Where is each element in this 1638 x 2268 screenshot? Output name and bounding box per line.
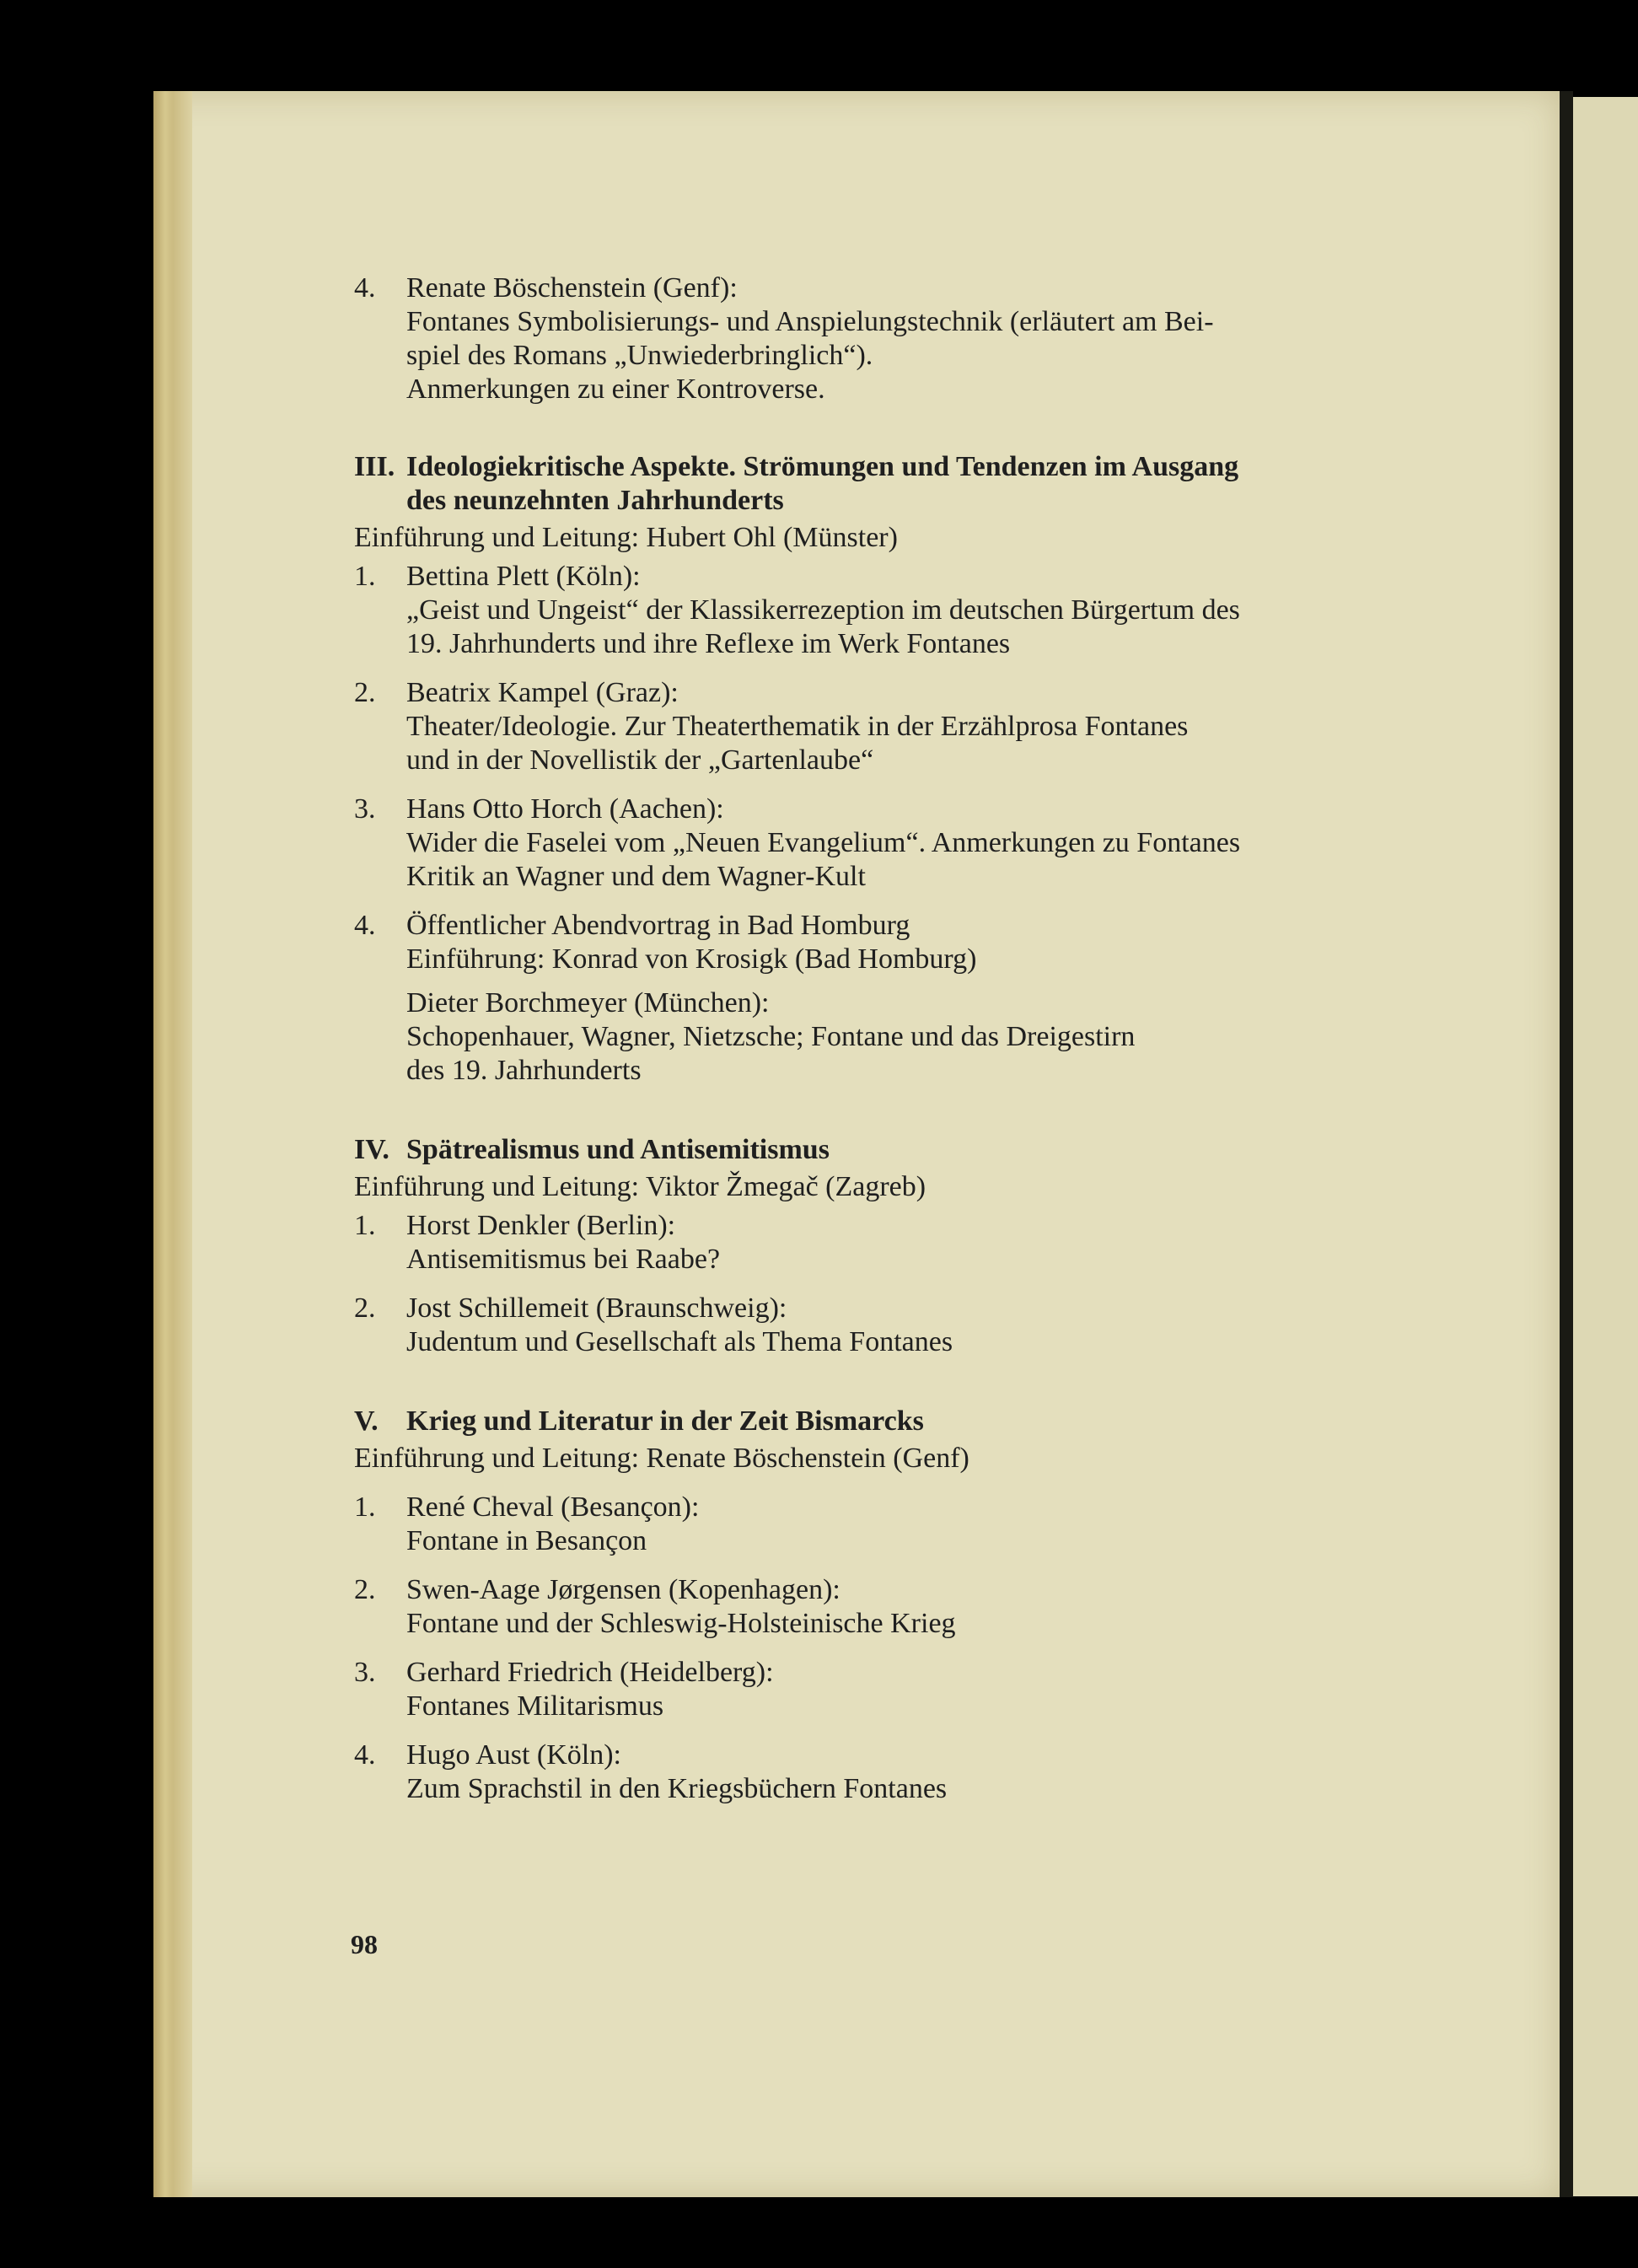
section-title-line: Ideologiekritische Aspekte. Strömungen und Tendenzen im Ausgang	[406, 451, 1239, 482]
item-number: 4.	[354, 1739, 376, 1771]
list-item	[354, 560, 1450, 661]
list-item	[354, 1656, 1450, 1723]
item-author: Hugo Aust (Köln):	[406, 1739, 621, 1771]
page-content	[354, 271, 1450, 1821]
item-title-line: des 19. Jahrhunderts	[406, 1055, 642, 1086]
section-intro: Einführung und Leitung: Viktor Žmegač (Zagreb)	[354, 1171, 926, 1202]
list-item	[354, 1739, 1450, 1806]
page-edge	[153, 91, 192, 2197]
item-title-line: Fontanes Militarismus	[406, 1690, 664, 1722]
item-number: 3.	[354, 1657, 376, 1688]
item-author: René Cheval (Besançon):	[406, 1491, 700, 1523]
item-author: Beatrix Kampel (Graz):	[406, 677, 679, 708]
item-title-line: Fontane und der Schleswig-Holsteinische Krieg	[406, 1608, 956, 1639]
section-roman-numeral: V.	[354, 1405, 379, 1437]
item-title-line: spiel des Romans „Unwiederbringlich“).	[406, 340, 873, 371]
section-heading	[354, 1405, 1450, 1438]
facing-page	[1573, 97, 1638, 2196]
item-number: 2.	[354, 1574, 376, 1605]
sub-lecture	[406, 986, 1450, 1088]
item-author: Hans Otto Horch (Aachen):	[406, 793, 724, 825]
section-title-line: des neunzehnten Jahrhunderts	[406, 485, 784, 516]
item-author: Jost Schillemeit (Braunschweig):	[406, 1293, 787, 1324]
item-title-line: Fontanes Symbolisierungs- und Anspielungstechnik (erläutert am Bei-	[406, 306, 1214, 337]
section-intro: Einführung und Leitung: Renate Böschenstein (Genf)	[354, 1443, 969, 1474]
item-number: 2.	[354, 677, 376, 708]
list-item	[354, 793, 1450, 894]
item-number: 1.	[354, 1210, 376, 1241]
item-author: Bettina Plett (Köln):	[406, 561, 641, 592]
item-author: Dieter Borchmeyer (München):	[406, 987, 770, 1018]
section-title-line: Krieg und Literatur in der Zeit Bismarcks	[406, 1405, 924, 1437]
item-author: Swen-Aage Jørgensen (Kopenhagen):	[406, 1574, 840, 1605]
list-item	[354, 1209, 1450, 1276]
item-number: 4.	[354, 272, 376, 304]
section-heading	[354, 450, 1450, 518]
item-number: 1.	[354, 561, 376, 592]
item-title-line: Kritik an Wagner und dem Wagner-Kult	[406, 861, 866, 892]
list-item	[354, 271, 1450, 406]
section-intro: Einführung und Leitung: Hubert Ohl (Münster)	[354, 522, 898, 553]
item-number: 2.	[354, 1293, 376, 1324]
item-author: Horst Denkler (Berlin):	[406, 1210, 676, 1241]
section-title-line: Spätrealismus und Antisemitismus	[406, 1134, 830, 1165]
page-number: 98	[351, 1929, 378, 1959]
list-item	[354, 1292, 1450, 1359]
item-title-line: Öffentlicher Abendvortrag in Bad Homburg	[406, 910, 910, 941]
item-title-line: Zum Sprachstil in den Kriegsbüchern Fontanes	[406, 1773, 948, 1804]
item-title-line: Wider die Faselei vom „Neuen Evangelium“. Anmerkungen zu Fontanes	[406, 827, 1241, 858]
list-item	[354, 1491, 1450, 1558]
section-roman-numeral: III.	[354, 451, 395, 482]
item-number: 4.	[354, 910, 376, 941]
item-title-line: Schopenhauer, Wagner, Nietzsche; Fontane und das Dreigestirn	[406, 1021, 1136, 1052]
item-title-line: Antisemitismus bei Raabe?	[406, 1244, 721, 1275]
item-author: Renate Böschenstein (Genf):	[406, 272, 738, 304]
section-roman-numeral: IV.	[354, 1134, 389, 1165]
item-number: 1.	[354, 1491, 376, 1523]
list-item	[354, 676, 1450, 777]
list-item	[354, 909, 1450, 1088]
section-heading	[354, 1133, 1450, 1167]
item-title-line: 19. Jahrhunderts und ihre Reflexe im Werk Fontanes	[406, 628, 1011, 659]
item-title-line: Anmerkungen zu einer Kontroverse.	[406, 374, 825, 405]
item-title-line: Einführung: Konrad von Krosigk (Bad Homburg)	[406, 943, 977, 975]
book-gutter	[1560, 91, 1573, 2197]
item-title-line: Theater/Ideologie. Zur Theaterthematik in der Erzählprosa Fontanes	[406, 711, 1189, 742]
item-number: 3.	[354, 793, 376, 825]
list-item	[354, 1573, 1450, 1641]
item-title-line: „Geist und Ungeist“ der Klassikerrezeption im deutschen Bürgertum des	[406, 594, 1240, 626]
item-title-line: Fontane in Besançon	[406, 1525, 647, 1556]
item-title-line: und in der Novellistik der „Gartenlaube“	[406, 744, 874, 776]
item-author: Gerhard Friedrich (Heidelberg):	[406, 1657, 774, 1688]
item-title-line: Judentum und Gesellschaft als Thema Fontanes	[406, 1326, 953, 1357]
